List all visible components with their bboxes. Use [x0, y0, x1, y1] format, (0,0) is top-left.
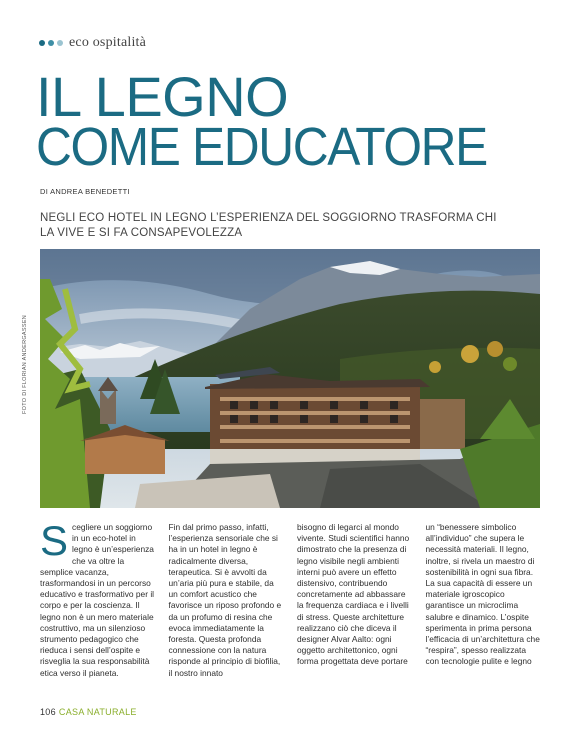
- page-number: 106: [40, 707, 56, 717]
- page-footer: [40, 707, 137, 717]
- photo-credit: FOTO DI FLORIAN ANDERGASSEN: [22, 314, 28, 414]
- article-column-4: un “benessere simbolico all’individuo” che supera le necessità materiali. Il legno, inoltre, si rivela un maestro di sostenibilità in ogni sua fibra. La sua capacità di essere un materiale igroscopico garantisce un microclima salubre e dinamico. L’ospite sperimenta in prima persona l’efficacia di un’architettura che “respira”, spesso realizzata con tecnologie pulite e legno: [425, 522, 540, 667]
- dot-3: [57, 40, 63, 46]
- drop-cap: S: [40, 517, 69, 564]
- title-line-2: COME EDUCATORE: [36, 117, 487, 177]
- column-1-text: cegliere un soggiorno in un eco-hotel in legno è un’esperienza che va oltre la semplice vacanza, trasformandosi in un percorso educativo e trasformativo per il corpo e per la coscienza. Il legno non è un mero materiale costruttivo, ma un silenzioso strumento pedagogico che rieduca i sensi dell’ospite e risveglia la sua responsabilità etica verso il pianeta.: [40, 522, 155, 678]
- article-column-3: bisogno di legarci al mondo vivente. Studi scientifici hanno dimostrato che la presenza di legno visibile negli ambienti interni può avere un effetto distensivo, contribuendo concretamente ad abbassare la frequenza cardiaca e i livelli di stress. Queste architetture realizzano ciò che diceva il designer Alvar Aalto: ogni oggetto architettonico, ogni forma progettata deve portare: [297, 522, 410, 667]
- hero-photo: [40, 249, 540, 508]
- byline: DI ANDREA BENEDETTI: [40, 187, 130, 196]
- magazine-name: CASA NATURALE: [58, 707, 137, 717]
- section-tag: [39, 35, 146, 51]
- article-column-1: [40, 517, 155, 702]
- dot-1: [39, 40, 45, 46]
- article-title: [36, 65, 556, 177]
- title-line-1: IL LEGNO: [36, 65, 289, 128]
- article-column-2: Fin dal primo passo, infatti, l’esperienza sensoriale che si ha in un hotel in legno è radicalmente diversa, terapeutica. Si è avvolti da un’aria più pura e stabile, da un comfort acustico che favorisce un riposo profondo e da un profumo di resina che evoca immediatamente la foresta. Questa profonda connessione con la natura risponde al principio di biofilia, il nostro innato: [168, 522, 282, 678]
- dot-2: [48, 40, 54, 46]
- section-label: eco ospitalità: [69, 35, 147, 50]
- article-body: [40, 517, 540, 702]
- section-dots: [39, 40, 63, 46]
- subtitle: NEGLI ECO HOTEL IN LEGNO L’ESPERIENZA DEL SOGGIORNO TRASFORMA CHI LA VIVE E SI FA CONSAPEVOLEZZA: [40, 212, 497, 239]
- hotel-landscape-illustration: [40, 249, 540, 508]
